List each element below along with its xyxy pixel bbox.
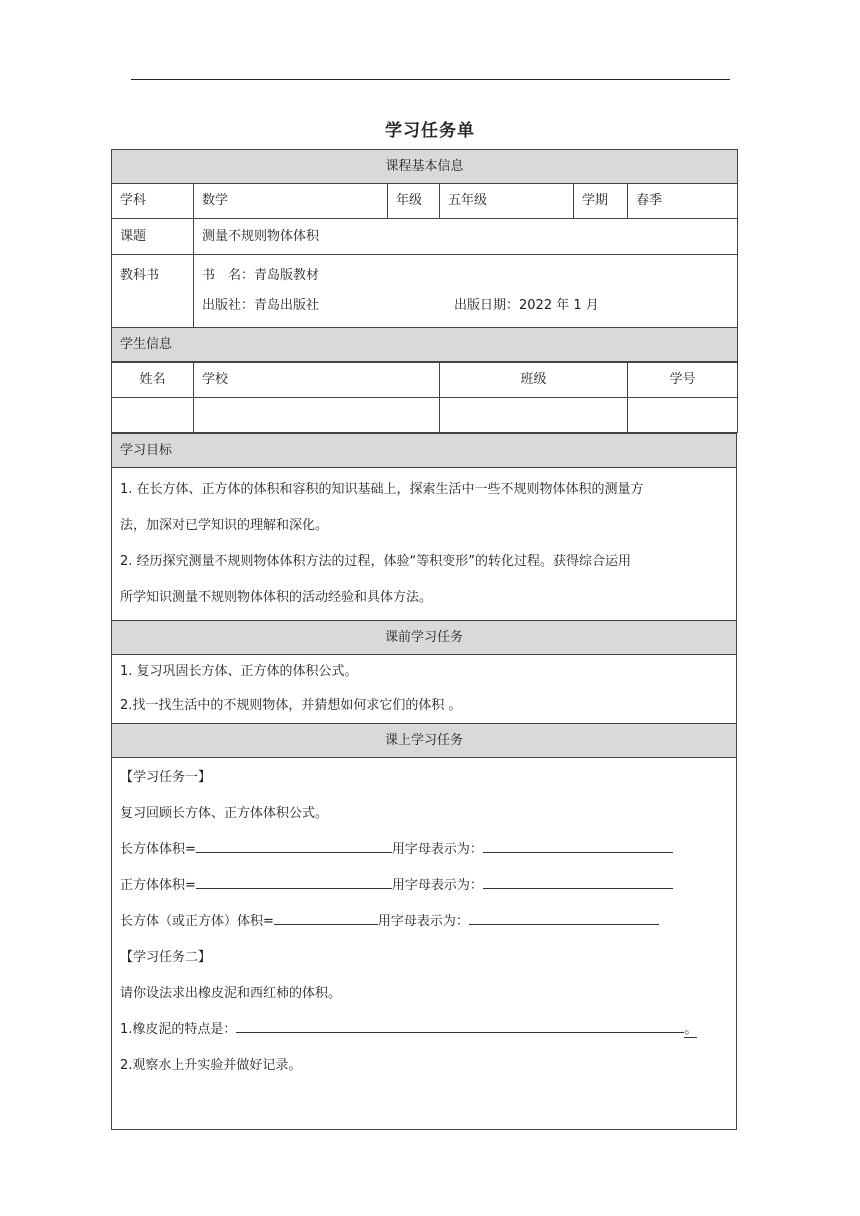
answer-blank[interactable] bbox=[469, 910, 659, 925]
answer-blank[interactable] bbox=[483, 874, 673, 889]
subject-label: 学科 bbox=[112, 184, 194, 219]
answer-blank[interactable] bbox=[196, 838, 392, 853]
formula-row bbox=[120, 832, 728, 868]
textbook-info bbox=[194, 255, 738, 328]
section-pre-class: 课前学习任务 bbox=[112, 621, 737, 655]
goal-line: 法，加深对已学知识的理解和深化。 bbox=[120, 518, 329, 533]
book-name: 书 名：青岛版教材 bbox=[202, 268, 320, 283]
grade-label: 年级 bbox=[388, 184, 440, 219]
name-label: 姓名 bbox=[112, 363, 194, 398]
school-cell[interactable] bbox=[194, 398, 440, 433]
class-label: 班级 bbox=[440, 363, 628, 398]
student-id-label: 学号 bbox=[628, 363, 738, 398]
task1-heading: 【学习任务一】 bbox=[120, 770, 212, 785]
pre-class-content bbox=[112, 655, 737, 724]
task2-heading: 【学习任务二】 bbox=[120, 950, 212, 965]
letter-label: 用字母表示为： bbox=[377, 914, 469, 929]
formula-row bbox=[120, 868, 728, 904]
topic-value: 测量不规则物体体积 bbox=[194, 219, 738, 255]
answer-blank[interactable] bbox=[483, 838, 673, 853]
answer-blank[interactable] bbox=[196, 874, 392, 889]
letter-label: 用字母表示为： bbox=[391, 878, 483, 893]
grade-value: 五年级 bbox=[440, 184, 574, 219]
class-cell[interactable] bbox=[440, 398, 628, 433]
goal-line: 1. 在长方体、正方体的体积和容积的知识基础上，探索生活中一些不规则物体体积的测量方 bbox=[120, 482, 644, 497]
task2-intro: 请你设法求出橡皮泥和西红柿的体积。 bbox=[120, 986, 342, 1001]
formula-row bbox=[120, 904, 728, 940]
pre-task-item: 2.找一找生活中的不规则物体，并猜想如何求它们的体积 。 bbox=[120, 698, 462, 713]
task2-q1-end: 。 bbox=[684, 1022, 698, 1037]
cuboid-volume-label: 长方体体积= bbox=[120, 842, 196, 857]
task2-q1: 1.橡皮泥的特点是： bbox=[120, 1022, 237, 1037]
publisher-row bbox=[202, 291, 729, 321]
answer-blank[interactable] bbox=[274, 910, 378, 925]
goals-content bbox=[112, 468, 737, 621]
cube-volume-label: 正方体体积= bbox=[120, 878, 196, 893]
topic-label: 课题 bbox=[112, 219, 194, 255]
publish-date: 出版日期：2022 年 1 月 bbox=[454, 298, 599, 313]
in-class-content bbox=[112, 758, 737, 1130]
section-goals: 学习目标 bbox=[112, 434, 737, 468]
textbook-label-text: 教科书 bbox=[120, 268, 160, 283]
general-volume-label: 长方体（或正方体）体积= bbox=[120, 914, 274, 929]
subject-value: 数学 bbox=[194, 184, 388, 219]
section-student-info: 学生信息 bbox=[112, 328, 738, 362]
section-course-info: 课程基本信息 bbox=[112, 150, 738, 184]
school-label: 学校 bbox=[194, 363, 440, 398]
task-sheet-table bbox=[111, 149, 737, 1130]
goal-line: 2. 经历探究测量不规则物体体积方法的过程，体验“等积变形”的转化过程。获得综合运用 bbox=[120, 554, 632, 569]
term-label: 学期 bbox=[574, 184, 628, 219]
task1-intro: 复习回顾长方体、正方体体积公式。 bbox=[120, 806, 329, 821]
publisher: 出版社：青岛出版社 bbox=[202, 298, 320, 313]
answer-blank[interactable] bbox=[236, 1018, 684, 1033]
name-cell[interactable] bbox=[112, 398, 194, 433]
page-title: 学习任务单 bbox=[385, 121, 475, 141]
header-rule bbox=[131, 79, 730, 80]
textbook-label bbox=[112, 255, 194, 328]
letter-label: 用字母表示为： bbox=[391, 842, 483, 857]
goal-line: 所学知识测量不规则物体体积的活动经验和具体方法。 bbox=[120, 590, 433, 605]
student-id-cell[interactable] bbox=[628, 398, 738, 433]
section-in-class: 课上学习任务 bbox=[112, 724, 737, 758]
term-value: 春季 bbox=[628, 184, 738, 219]
pre-task-item: 1. 复习巩固长方体、正方体的体积公式。 bbox=[120, 664, 358, 679]
task2-q2: 2.观察水上升实验并做好记录。 bbox=[120, 1058, 302, 1073]
task2-q1-row bbox=[120, 1012, 728, 1048]
